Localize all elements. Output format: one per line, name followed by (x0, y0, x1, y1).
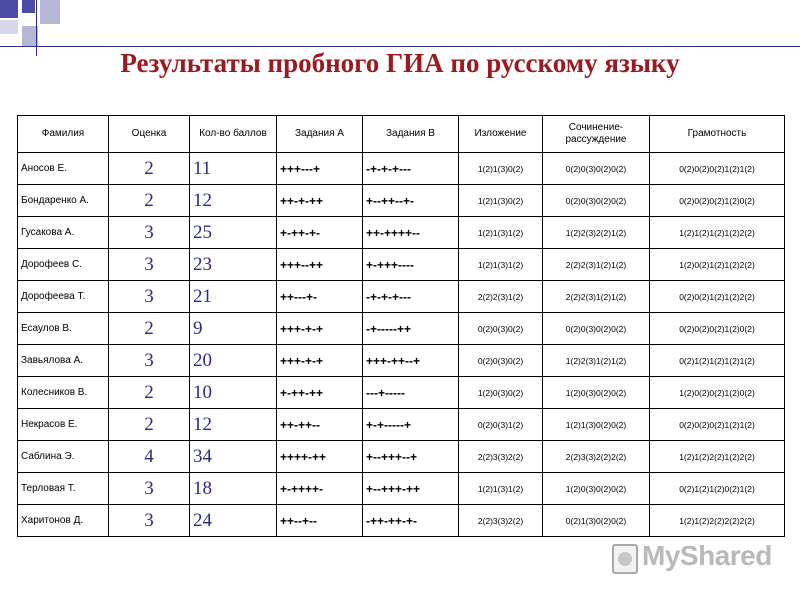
cell-score: 9 (190, 313, 277, 345)
cell-tasks-a: +-++++- (277, 473, 363, 505)
cell-essay: 1(2)2(3)1(2)1(2) (543, 345, 650, 377)
cell-summary: 1(2)1(3)1(2) (459, 249, 543, 281)
cell-surname: Саблина Э. (18, 441, 109, 473)
table-row (18, 409, 785, 441)
cell-tasks-b: +-+++---- (363, 249, 459, 281)
decor-line (0, 46, 800, 47)
cell-tasks-a: +++--++ (277, 249, 363, 281)
cell-tasks-a: ++--+-- (277, 505, 363, 537)
page-title: Результаты пробного ГИА по русскому языку (120, 48, 680, 78)
cell-tasks-a: +++---+ (277, 153, 363, 185)
cell-literacy: 0(2)0(2)0(2)1(2)1(2) (650, 153, 785, 185)
header-tasks-b: Задания В (363, 116, 459, 153)
table-row (18, 313, 785, 345)
cell-score: 12 (190, 185, 277, 217)
cell-grade: 3 (109, 217, 190, 249)
cell-score: 12 (190, 409, 277, 441)
cell-tasks-a: +-++-++ (277, 377, 363, 409)
cell-summary: 1(2)0(3)0(2) (459, 377, 543, 409)
cell-surname: Дорофеев С. (18, 249, 109, 281)
header-grade: Оценка (109, 116, 190, 153)
cell-surname: Терловая Т. (18, 473, 109, 505)
cell-grade: 3 (109, 281, 190, 313)
cell-tasks-a: +++-+-+ (277, 313, 363, 345)
table-row (18, 505, 785, 537)
cell-essay: 2(2)3(3)2(2)2(2) (543, 441, 650, 473)
cell-grade: 2 (109, 409, 190, 441)
cell-score: 20 (190, 345, 277, 377)
table-row (18, 153, 785, 185)
cell-summary: 2(2)2(3)1(2) (459, 281, 543, 313)
cell-essay: 1(2)0(3)0(2)0(2) (543, 473, 650, 505)
table-row (18, 345, 785, 377)
decor-square (0, 20, 18, 34)
header-summary: Изложение (459, 116, 543, 153)
cell-surname: Гусакова А. (18, 217, 109, 249)
cell-score: 18 (190, 473, 277, 505)
cell-summary: 1(2)1(3)0(2) (459, 185, 543, 217)
cell-literacy: 1(2)1(2)2(2)2(2)2(2) (650, 505, 785, 537)
header-essay: Сочинение-рассуждение (543, 116, 650, 153)
table-row (18, 249, 785, 281)
decor-square (0, 0, 18, 18)
cell-score: 34 (190, 441, 277, 473)
cell-summary: 1(2)1(3)1(2) (459, 473, 543, 505)
cell-summary: 2(2)3(3)2(2) (459, 441, 543, 473)
cell-essay: 0(2)0(3)0(2)0(2) (543, 153, 650, 185)
cell-summary: 1(2)1(3)0(2) (459, 153, 543, 185)
cell-surname: Есаулов В. (18, 313, 109, 345)
cell-surname: Харитонов Д. (18, 505, 109, 537)
cell-essay: 0(2)1(3)0(2)0(2) (543, 505, 650, 537)
cell-surname: Колесников В. (18, 377, 109, 409)
table-row (18, 281, 785, 313)
cell-surname: Дорофеева Т. (18, 281, 109, 313)
cell-essay: 0(2)0(3)0(2)0(2) (543, 185, 650, 217)
watermark-text: MyShared (642, 540, 772, 571)
cell-tasks-b: +--++--+- (363, 185, 459, 217)
cell-literacy: 0(2)0(2)0(2)1(2)1(2) (650, 409, 785, 441)
cell-surname: Аносов Е. (18, 153, 109, 185)
cell-score: 23 (190, 249, 277, 281)
cell-essay: 2(2)2(3)1(2)1(2) (543, 249, 650, 281)
watermark-logo (612, 536, 772, 576)
cell-summary: 0(2)0(3)0(2) (459, 345, 543, 377)
cell-tasks-b: +++-++--+ (363, 345, 459, 377)
table-header-row (18, 116, 785, 153)
cell-surname: Завьялова А. (18, 345, 109, 377)
table-row (18, 217, 785, 249)
cell-tasks-a: ++-+-++ (277, 185, 363, 217)
decor-square (40, 0, 60, 24)
table-row (18, 377, 785, 409)
cell-tasks-a: +++-+-+ (277, 345, 363, 377)
cell-literacy: 0(2)0(2)0(2)1(2)0(2) (650, 185, 785, 217)
cell-tasks-a: +-++-+- (277, 217, 363, 249)
cell-tasks-b: -+-----++ (363, 313, 459, 345)
cell-grade: 2 (109, 153, 190, 185)
cell-grade: 4 (109, 441, 190, 473)
cell-grade: 3 (109, 249, 190, 281)
header-score: Кол-во баллов (190, 116, 277, 153)
cell-literacy: 1(2)1(2)1(2)1(2)2(2) (650, 217, 785, 249)
cell-literacy: 1(2)1(2)2(2)1(2)2(2) (650, 441, 785, 473)
header-literacy: Грамотность (650, 116, 785, 153)
cell-grade: 3 (109, 505, 190, 537)
table-row (18, 441, 785, 473)
cell-score: 11 (190, 153, 277, 185)
cell-tasks-a: ++++-++ (277, 441, 363, 473)
cell-summary: 0(2)0(3)0(2) (459, 313, 543, 345)
cell-tasks-a: ++---+- (277, 281, 363, 313)
presentation-icon (612, 544, 638, 574)
cell-summary: 1(2)1(3)1(2) (459, 217, 543, 249)
cell-surname: Некрасов Е. (18, 409, 109, 441)
cell-surname: Бондаренко А. (18, 185, 109, 217)
cell-essay: 1(2)2(3)2(2)1(2) (543, 217, 650, 249)
cell-tasks-b: +--+++--+ (363, 441, 459, 473)
cell-summary: 0(2)0(3)1(2) (459, 409, 543, 441)
cell-essay: 2(2)2(3)1(2)1(2) (543, 281, 650, 313)
cell-tasks-a: ++-++-- (277, 409, 363, 441)
cell-literacy: 0(2)1(2)1(2)1(2)1(2) (650, 345, 785, 377)
cell-literacy: 1(2)0(2)1(2)1(2)2(2) (650, 249, 785, 281)
cell-tasks-b: ---+----- (363, 377, 459, 409)
cell-score: 24 (190, 505, 277, 537)
cell-grade: 3 (109, 345, 190, 377)
cell-literacy: 1(2)0(2)0(2)1(2)0(2) (650, 377, 785, 409)
cell-literacy: 0(2)0(2)1(2)1(2)2(2) (650, 281, 785, 313)
table-row (18, 473, 785, 505)
cell-tasks-b: -++-++-+- (363, 505, 459, 537)
header-surname: Фамилия (18, 116, 109, 153)
cell-tasks-b: -+-+-+--- (363, 153, 459, 185)
cell-literacy: 0(2)1(2)1(2)0(2)1(2) (650, 473, 785, 505)
cell-summary: 2(2)3(3)2(2) (459, 505, 543, 537)
cell-essay: 1(2)1(3)0(2)0(2) (543, 409, 650, 441)
cell-tasks-b: +-+-----+ (363, 409, 459, 441)
cell-literacy: 0(2)0(2)0(2)1(2)0(2) (650, 313, 785, 345)
cell-grade: 2 (109, 377, 190, 409)
cell-grade: 3 (109, 473, 190, 505)
cell-score: 21 (190, 281, 277, 313)
cell-essay: 1(2)0(3)0(2)0(2) (543, 377, 650, 409)
cell-score: 10 (190, 377, 277, 409)
cell-tasks-b: ++-++++-- (363, 217, 459, 249)
cell-tasks-b: +--+++-++ (363, 473, 459, 505)
decor-square (22, 0, 35, 13)
cell-essay: 0(2)0(3)0(2)0(2) (543, 313, 650, 345)
cell-score: 25 (190, 217, 277, 249)
cell-grade: 2 (109, 313, 190, 345)
cell-tasks-b: -+-+-+--- (363, 281, 459, 313)
table-row (18, 185, 785, 217)
results-table (17, 115, 785, 537)
header-tasks-a: Задания А (277, 116, 363, 153)
cell-grade: 2 (109, 185, 190, 217)
